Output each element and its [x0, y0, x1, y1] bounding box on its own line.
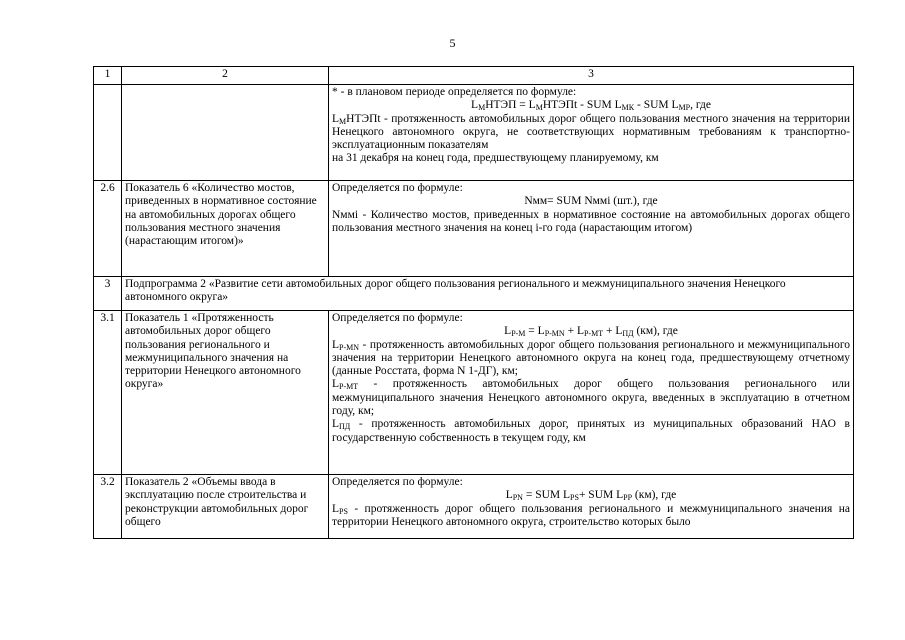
header-col-3: 3 — [329, 67, 854, 85]
formula-line: $L_{PN}$ = SUM $L_{PS}+$ SUM $L_{PP}$ (км), где — [505, 489, 677, 503]
table-row-3 — [94, 277, 854, 311]
formula-definition: $L_{Р-МN}$ - протяженность автомобильных дорог общего пользования регионального и межмуниципального значения на территории Ненецкого автономного округа на конец года, предшествующему отчетному (данные Росстата, форма N 1-ДГ), км; — [332, 338, 850, 378]
table-row-3-2 — [94, 475, 854, 539]
row-number-cell — [94, 85, 122, 181]
table-row-2-6 — [94, 181, 854, 277]
row-method-cell — [329, 181, 854, 277]
table-row-3-1 — [94, 311, 854, 475]
formula-intro: Определяется по формуле: — [332, 312, 463, 324]
row-method-cell — [329, 85, 854, 181]
formula-definition: Nммi - Количество мостов, приведенных в нормативное состояние на автомобильных дорогах общего пользования местного значения на конец i-го года (нарастающим итогом) — [332, 208, 850, 234]
formula-line: $L_МНТЭП$ = $L_МНТЭПt$ - SUM $L_{МК}$ - SUM $L_{МР}$, где — [471, 99, 711, 113]
formula-definition: $L_{PS}$ - протяженность дорог общего пользования регионального и межмуниципального значения на территории Ненецкого автономного округа, строительство которых было — [332, 502, 850, 528]
row-number: 2.6 — [94, 181, 122, 277]
row-number: 3.2 — [94, 475, 122, 539]
formula-intro: Определяется по формуле: — [332, 476, 463, 488]
indicator-name: Показатель 1 «Протяженность автомобильных дорог общего пользования регионального и межмуниципального значения на территории Ненецкого автономного округа» — [122, 311, 329, 475]
indicator-name: Показатель 2 «Объемы ввода в эксплуатацию после строительства и реконструкции автомобильных дорог общего — [122, 475, 329, 539]
formula-definition: $L_{Р-МТ}$ - протяженность автомобильных дорог общего пользования регионального или межмуниципального значения Ненецкого автономного округа, введенных в эксплуатацию в отчетном году, км; — [332, 378, 850, 418]
header-col-1: 1 — [94, 67, 122, 85]
table-header-row — [94, 67, 854, 85]
row-number: 3.1 — [94, 311, 122, 475]
formula-definition: $L_{ПД}$ - протяженность автомобильных дорог, принятых из муниципальных образований НАО в государственную собственность в текущем году, км — [332, 418, 850, 444]
table-row-continued — [94, 85, 854, 181]
indicator-name: Показатель 6 «Количество мостов, приведенных в нормативное состояние на автомобильных дорогах общего пользования местного значения (нарастающим итогом)» — [122, 181, 329, 277]
header-col-2: 2 — [122, 67, 329, 85]
formula-definition-end: на 31 декабря на конец года, предшествующему планируемому, км — [332, 152, 659, 165]
page-number: 5 — [449, 36, 456, 50]
row-method-cell — [329, 311, 854, 475]
indicator-table — [93, 66, 854, 539]
subprogram-title: Подпрограмма 2 «Развитие сети автомобильных дорог общего пользования регионального и межмуниципального значения Ненецкого автономного округа» — [122, 277, 854, 311]
formula-line: $L_{Р-М} = L_{Р-МN} + L_{Р-МТ} + L_{ПД}$ (км), где — [504, 325, 678, 339]
formula-intro: * - в плановом периоде определяется по формуле: — [332, 86, 577, 98]
formula-definition: $L_МНТЭПt$ - протяженность автомобильных дорог общего пользования местного значения на территории Ненецкого автономного округа, не соответствующих нормативным требованиям к транспортно-эксплуатационным показателям — [332, 112, 850, 152]
row-number: 3 — [94, 277, 122, 311]
formula-intro: Определяется по формуле: — [332, 182, 463, 194]
formula-line: Nмм= SUM Nммi (шт.), где — [524, 195, 658, 208]
row-name-cell — [122, 85, 329, 181]
row-method-cell — [329, 475, 854, 539]
